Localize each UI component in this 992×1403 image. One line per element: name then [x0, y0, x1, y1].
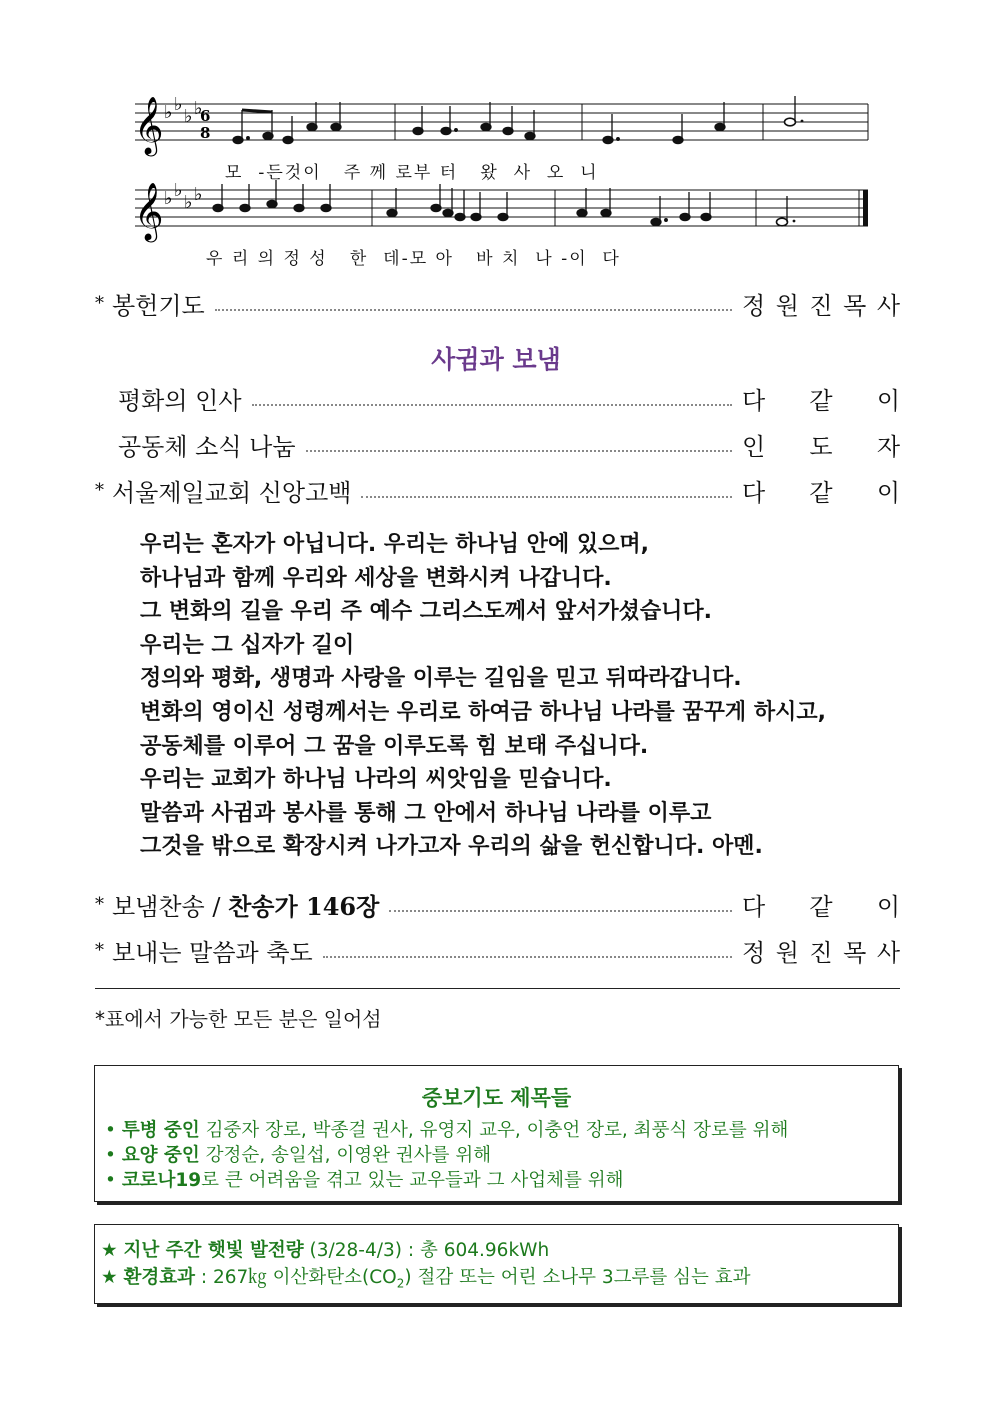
row-leader: 다 같 이: [742, 478, 900, 507]
hymn-number: 찬송가 146장: [228, 891, 380, 921]
creed-line: 말씀과 사귐과 봉사를 통해 그 안에서 하나님 나라를 이루고: [140, 800, 712, 826]
row-mark: *: [95, 479, 104, 501]
creed-line: 우리는 혼자가 아닙니다. 우리는 하나님 안에 있으며,: [140, 532, 649, 557]
news-row: [118, 426, 900, 462]
leader-dots: [389, 909, 732, 912]
creed-row: [95, 472, 900, 508]
solar-power-box: [94, 1224, 899, 1304]
music-staff-line-1: [130, 90, 875, 160]
prayer-box-title: 중보기도 제목들: [421, 1086, 572, 1110]
svg-text:♭: ♭: [164, 102, 173, 123]
stand-note: *표에서 가능한 모든 분은 일어섬: [95, 1007, 382, 1031]
section-title: 사귐과 보냄: [431, 345, 561, 374]
leader-dots: [215, 308, 732, 311]
prayer-item: • 요양 중인 강정순, 송일섭, 이영완 권사를 위해: [105, 1145, 492, 1166]
row-mark: *: [95, 893, 104, 915]
benediction-row: [95, 932, 900, 968]
creed-line: 정의와 평화, 생명과 사랑을 이루는 길임을 믿고 뒤따라갑니다.: [140, 666, 742, 692]
creed-text: [140, 528, 826, 864]
row-mark: *: [95, 292, 104, 314]
svg-text:♭: ♭: [174, 180, 183, 201]
row-label: 서울제일교회 신앙고백: [112, 478, 352, 507]
leader-dots: [306, 449, 732, 452]
star-icon: ★: [101, 1240, 118, 1261]
music-staff-line-2: [130, 176, 875, 246]
creed-line: 변화의 영이신 성령께서는 우리로 하여금 하나님 나라를 꿈꾸게 하시고,: [140, 699, 826, 725]
greeting-row: [118, 380, 900, 416]
creed-line: 공동체를 이루어 그 꿈을 이루도록 힘 보태 주십니다.: [140, 733, 649, 759]
row-label: 보내는 말씀과 축도: [112, 938, 313, 967]
star-icon: ★: [101, 1267, 118, 1288]
creed-line: 우리는 그 십자가 길이: [140, 632, 355, 658]
divider: [95, 988, 900, 989]
row-label: 평화의 인사: [118, 386, 242, 415]
solar-line: ★ 지난 주간 햇빛 발전량 (3/28-4/3) : 총 604.96kWh: [101, 1240, 550, 1261]
treble-clef-icon: 𝄞: [134, 182, 164, 240]
leader-dots: [252, 403, 732, 406]
svg-text:♭: ♭: [174, 94, 183, 115]
music-lyrics-line-2: 우 리 의 정 성 한 데-모 아 바 치 나 -이 다: [206, 249, 621, 269]
svg-text:♭: ♭: [194, 184, 203, 205]
environment-line: ★ 환경효과 : 267㎏ 이산화탄소$(CO_2)$ 절감 또는 어린 소나무 3그루를 심는 효과: [101, 1267, 751, 1291]
creed-line: 그것을 밖으로 확장시켜 나가고자 우리의 삶을 헌신합니다. 아멘.: [140, 834, 763, 860]
row-leader: 인 도 자: [742, 432, 900, 461]
prayer-requests-box: [94, 1065, 899, 1202]
leader-dots: [361, 495, 732, 498]
row-leader: 정 원 진 목 사: [742, 291, 900, 320]
row-leader: 다 같 이: [742, 892, 900, 921]
row-leader: 다 같 이: [742, 386, 900, 415]
prayer-item: • 코로나19로 큰 어려움을 겪고 있는 교우들과 그 사업체를 위해: [105, 1170, 624, 1191]
row-label: 봉헌기도: [112, 291, 205, 320]
leader-dots: [323, 955, 732, 958]
row-label: 공동체 소식 나눔: [118, 432, 296, 461]
svg-text:♭: ♭: [184, 106, 193, 127]
svg-text:♭: ♭: [164, 188, 173, 209]
svg-text:♭: ♭: [194, 98, 203, 119]
prayer-item: • 투병 중인 김중자 장로, 박종걸 권사, 유영지 교우, 이충언 장로, 최풍식 장로를 위해: [105, 1120, 789, 1141]
svg-text:♭: ♭: [184, 192, 193, 213]
music-lyrics-line-1: 모 -든것이 주 께 로부 터 왔 사 오 니: [225, 163, 599, 183]
creed-line: 그 변화의 길을 우리 주 예수 그리스도께서 앞서가셨습니다.: [140, 599, 713, 625]
sending-hymn-row: [95, 886, 900, 922]
row-leader: 정 원 진 목 사: [742, 938, 900, 967]
offering-prayer-row: [95, 285, 900, 321]
treble-clef-icon: 𝄞: [134, 96, 164, 154]
row-mark: *: [95, 939, 104, 961]
svg-text:6: 6: [200, 107, 211, 125]
row-label: 보냄찬송 /: [112, 892, 229, 921]
svg-text:8: 8: [200, 124, 211, 142]
creed-line: 하나님과 함께 우리와 세상을 변화시켜 나갑니다.: [140, 565, 612, 591]
creed-line: 우리는 교회가 하나님 나라의 씨앗임을 믿습니다.: [140, 767, 612, 793]
